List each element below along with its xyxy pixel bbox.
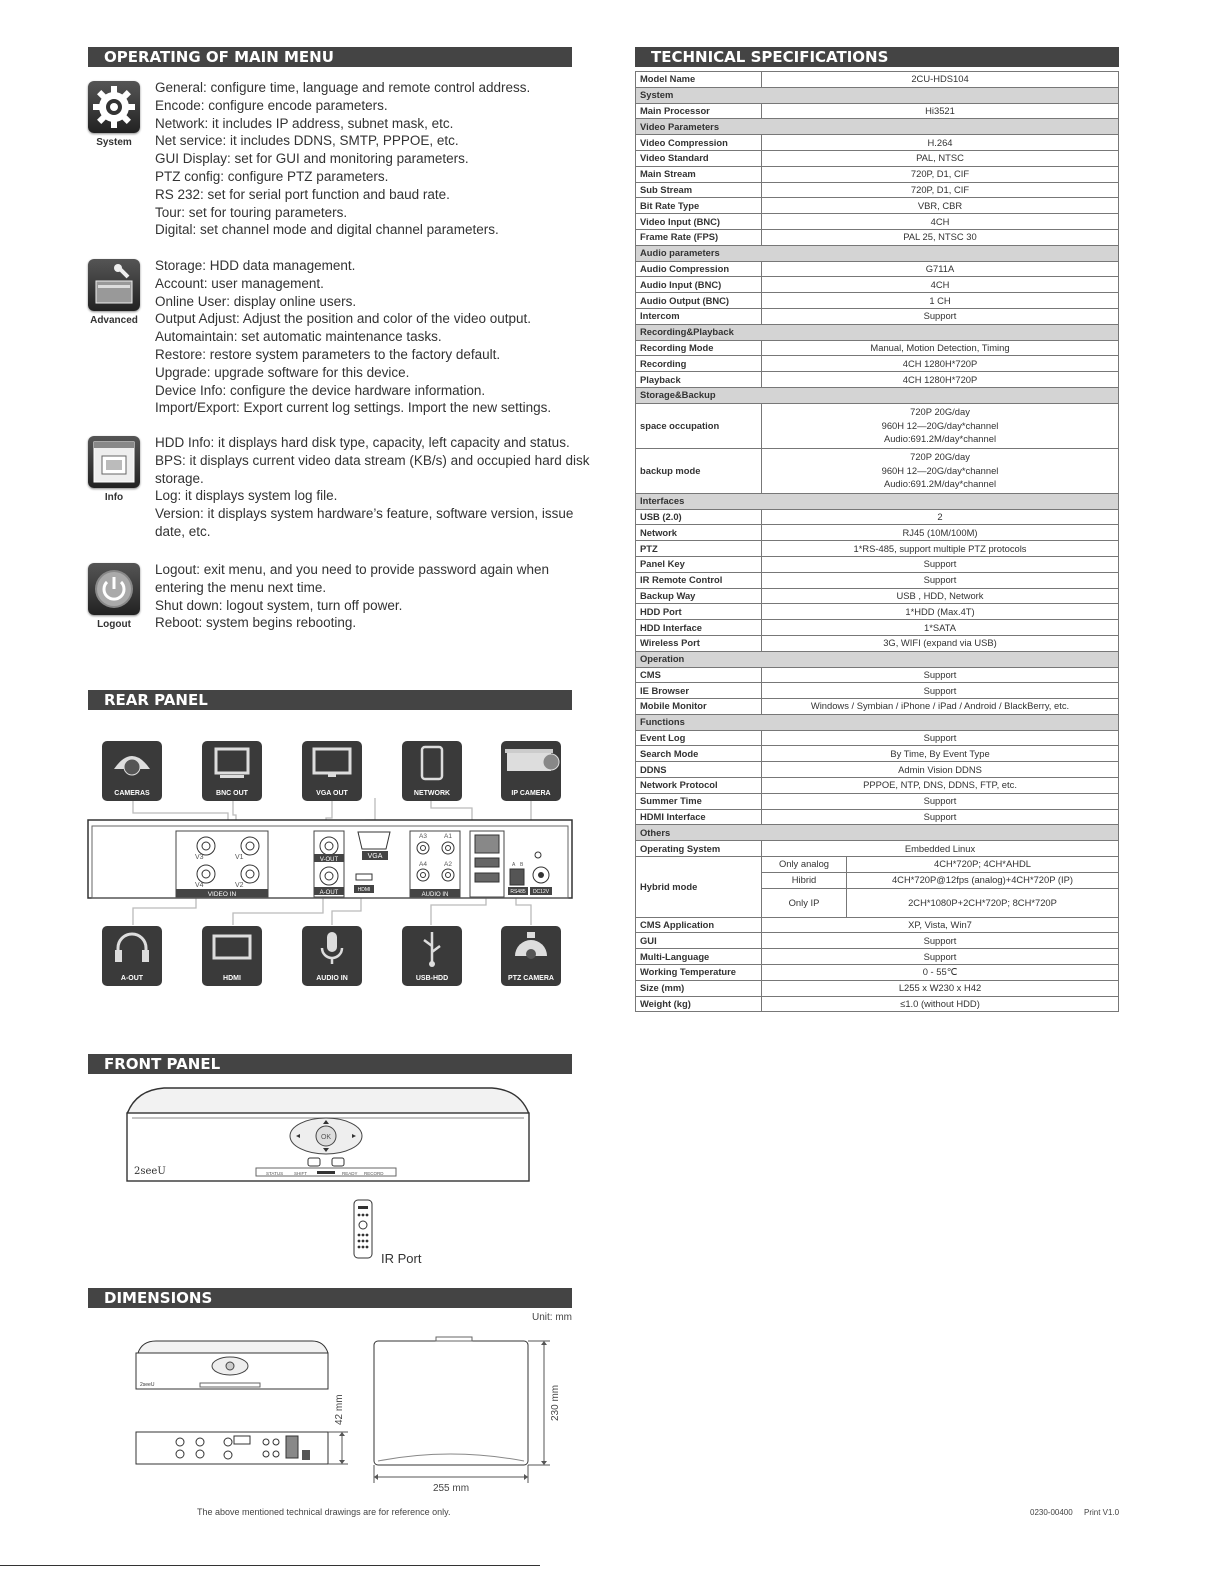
- led-ready: READY: [342, 1171, 358, 1176]
- hdmi-tile: [202, 926, 262, 986]
- smartphone-icon: [402, 741, 462, 790]
- tile-label: USB-HDD: [415, 975, 449, 982]
- spec-value: Support: [762, 683, 1119, 699]
- spec-value: RJ45 (10M/100M): [762, 525, 1119, 541]
- spec-row: [636, 340, 1119, 356]
- spec-key: Event Log: [636, 730, 762, 746]
- spec-value: 4CH*720P@12fps (analog)+4CH*720P (IP): [847, 872, 1119, 888]
- spec-table: [635, 71, 1119, 1012]
- spec-key: Wireless Port: [636, 635, 762, 651]
- front-panel-drawing: [124, 1086, 532, 1186]
- spec-row: [636, 541, 1119, 557]
- a4-label: A4: [419, 861, 427, 868]
- spec-value-line: 720P 20G/day: [910, 406, 970, 418]
- led-shift: SHIFT: [294, 1171, 307, 1176]
- spec-value: 3G, WIFI (expand via USB): [762, 635, 1119, 651]
- audio-in-tile: [302, 926, 362, 986]
- dimensions-header: DIMENSIONS: [88, 1288, 572, 1308]
- spec-key: Video Input (BNC): [636, 214, 762, 230]
- tile-label: CAMERAS: [114, 790, 150, 797]
- menu-line: GUI Display: set for GUI and monitoring parameters.: [155, 151, 469, 167]
- spec-value: 2: [762, 509, 1119, 525]
- spec-value: 720P, D1, CIF: [762, 166, 1119, 182]
- spec-row: [636, 917, 1119, 933]
- spec-group-row: [636, 324, 1119, 340]
- led-status: STATUS: [266, 1171, 284, 1176]
- spec-row: [636, 699, 1119, 715]
- spec-key: Weight (kg): [636, 996, 762, 1012]
- spec-value: 4CH: [762, 214, 1119, 230]
- spec-row: [636, 746, 1119, 762]
- menu-line: HDD Info: it displays hard disk type, capacity, left capacity and status.: [155, 435, 570, 450]
- menu-line: Storage: HDD data management.: [155, 258, 356, 273]
- menu-line: BPS: it displays current video data stream (KB/s) and occupied hard disk: [155, 452, 590, 468]
- spec-value: 720P, D1, CIF: [762, 182, 1119, 198]
- spec-group-row: [636, 119, 1119, 135]
- spec-value: Support: [762, 949, 1119, 965]
- spec-group-label: Video Parameters: [636, 119, 1119, 135]
- menu-line: Net service: it includes DDNS, SMTP, PPPOE, etc.: [155, 133, 459, 149]
- spec-row: [636, 620, 1119, 636]
- menu-line: Log: it displays system log file.: [155, 488, 338, 504]
- spec-row: [636, 730, 1119, 746]
- spec-row: [636, 150, 1119, 166]
- print-version: Print V1.0: [1084, 1508, 1120, 1517]
- dc-label: DC12V: [532, 889, 550, 895]
- spec-key: Model Name: [636, 72, 762, 88]
- spec-value: [762, 448, 1119, 493]
- menu-line: General: configure time, language and remote control address.: [155, 80, 531, 95]
- bottom-rule: [0, 1565, 540, 1566]
- spec-row: [636, 667, 1119, 683]
- spec-key: Network: [636, 525, 762, 541]
- menu-line: storage.: [155, 470, 204, 486]
- bullet-camera-icon: [501, 741, 561, 790]
- spec-group-row: [636, 651, 1119, 667]
- menu-line: Restore: restore system parameters to the factory default.: [155, 346, 501, 362]
- v3-label: V3: [195, 854, 204, 861]
- network-tile: [402, 741, 462, 801]
- toolbox-icon: [88, 259, 140, 311]
- spec-row: [636, 72, 1119, 88]
- spec-key: Panel Key: [636, 556, 762, 572]
- tile-label: HDMI: [223, 975, 241, 982]
- spec-value: 2CU-HDS104: [762, 72, 1119, 88]
- vga-label: VGA: [367, 853, 383, 860]
- ir-port-label: IR Port: [381, 1251, 422, 1266]
- spec-row: [636, 588, 1119, 604]
- spec-key: Audio Input (BNC): [636, 277, 762, 293]
- menu-icon-label: System: [96, 137, 132, 148]
- hdmi-port-label: HDMI: [357, 887, 371, 893]
- a-label: A: [512, 862, 516, 868]
- gear-icon: [88, 81, 140, 133]
- spec-value: L255 x W230 x H42: [762, 980, 1119, 996]
- spec-key: Video Compression: [636, 135, 762, 151]
- spec-value: 4CH 1280H*720P: [762, 356, 1119, 372]
- front-panel-header: FRONT PANEL: [88, 1054, 572, 1074]
- front-brand: 2seeU: [134, 1166, 166, 1177]
- spec-value-line: 960H 12—20G/day*channel: [881, 464, 999, 476]
- spec-key: Recording Mode: [636, 340, 762, 356]
- spec-group-row: [636, 714, 1119, 730]
- a3-label: A3: [419, 833, 427, 840]
- spec-key: Hybrid mode: [636, 857, 762, 918]
- menu-line: entering the menu next time.: [155, 579, 327, 595]
- spec-value: USB , HDD, Network: [762, 588, 1119, 604]
- menu-line: Upgrade: upgrade software for this device.: [155, 364, 410, 380]
- spec-key: Audio Output (BNC): [636, 293, 762, 309]
- menu-line: Shut down: logout system, turn off power.: [155, 597, 403, 613]
- menu-line: RS 232: set for serial port function and baud rate.: [155, 186, 450, 202]
- menu-line: Tour: set for touring parameters.: [155, 204, 348, 220]
- spec-value: Support: [762, 809, 1119, 825]
- spec-group-row: [636, 387, 1119, 403]
- tile-label: NETWORK: [413, 790, 451, 797]
- dimension-drawings: [130, 1335, 590, 1495]
- vout-label: V-OUT: [319, 857, 339, 863]
- spec-key: Audio Compression: [636, 261, 762, 277]
- v1-label: V1: [235, 854, 244, 861]
- spec-row: [636, 372, 1119, 388]
- tile-label: A-OUT: [120, 975, 144, 982]
- spec-row: [636, 841, 1119, 857]
- spec-value: PAL 25, NTSC 30: [762, 229, 1119, 245]
- dim-brand: 2seeU: [140, 1382, 155, 1388]
- spec-row: [636, 229, 1119, 245]
- spec-value: G711A: [762, 261, 1119, 277]
- spec-key: Size (mm): [636, 980, 762, 996]
- spec-key: HDD Interface: [636, 620, 762, 636]
- hybrid-mode-name: Only IP: [762, 888, 847, 917]
- spec-row: [636, 965, 1119, 981]
- monitor-icon: [302, 741, 362, 790]
- spec-row: [636, 509, 1119, 525]
- spec-value: XP, Vista, Win7: [762, 917, 1119, 933]
- spec-value: 4CH: [762, 277, 1119, 293]
- spec-value: H.264: [762, 135, 1119, 151]
- ptz-camera-tile: [501, 926, 561, 986]
- vga-out-tile: [302, 741, 362, 801]
- spec-group-row: [636, 87, 1119, 103]
- usb-hdd-tile: [402, 926, 462, 986]
- spec-value: 1*SATA: [762, 620, 1119, 636]
- spec-value-line: Audio:691.2M/day*channel: [883, 478, 997, 490]
- spec-row: [636, 448, 1119, 493]
- spec-value: VBR, CBR: [762, 198, 1119, 214]
- audio-in-label: AUDIO IN: [421, 892, 449, 898]
- spec-group-row: [636, 245, 1119, 261]
- spec-group-row: [636, 825, 1119, 841]
- menu-section-header: OPERATING OF MAIN MENU: [88, 47, 572, 67]
- spec-value: Support: [762, 793, 1119, 809]
- spec-value: Manual, Motion Detection, Timing: [762, 340, 1119, 356]
- spec-key: Operating System: [636, 841, 762, 857]
- menu-line: Reboot: system begins rebooting.: [155, 615, 357, 631]
- spec-key: Sub Stream: [636, 182, 762, 198]
- spec-value: Admin Vision DDNS: [762, 762, 1119, 778]
- a1-label: A1: [444, 833, 452, 840]
- menu-icon-label: Info: [104, 492, 124, 503]
- spec-row: [636, 103, 1119, 119]
- spec-key: IR Remote Control: [636, 572, 762, 588]
- aout-label: A-OUT: [319, 890, 339, 896]
- spec-value: Support: [762, 556, 1119, 572]
- hybrid-mode-name: Hibrid: [762, 872, 847, 888]
- led-record: RECORD: [364, 1171, 384, 1176]
- v2-label: V2: [235, 882, 244, 889]
- spec-row: [636, 293, 1119, 309]
- spec-value: ≤1.0 (without HDD): [762, 996, 1119, 1012]
- spec-value: 1*HDD (Max.4T): [762, 604, 1119, 620]
- menu-line: Output Adjust: Adjust the position and color of the video output.: [155, 311, 532, 327]
- spec-key: HDMI Interface: [636, 809, 762, 825]
- spec-row: [636, 762, 1119, 778]
- spec-key: Bit Rate Type: [636, 198, 762, 214]
- spec-key: PTZ: [636, 541, 762, 557]
- tile-label: IP CAMERA: [511, 790, 551, 797]
- tile-label: PTZ CAMERA: [508, 975, 554, 982]
- spec-key: Playback: [636, 372, 762, 388]
- spec-key: Main Processor: [636, 103, 762, 119]
- spec-value: 1*RS-485, support multiple PTZ protocols: [762, 541, 1119, 557]
- drawer-icon: [88, 436, 140, 488]
- spec-group-label: Storage&Backup: [636, 387, 1119, 403]
- menu-description: [155, 434, 589, 541]
- v4-label: V4: [195, 882, 204, 889]
- spec-row: [636, 980, 1119, 996]
- ptz-camera-icon: [501, 926, 561, 975]
- spec-value: Embedded Linux: [762, 841, 1119, 857]
- document-code: 0230-00400: [1030, 1508, 1073, 1517]
- ok-label: OK: [320, 1134, 332, 1141]
- spec-value-line: 960H 12—20G/day*channel: [881, 419, 999, 431]
- spec-value: 4CH 1280H*720P: [762, 372, 1119, 388]
- reference-note: The above mentioned technical drawings are for reference only.: [197, 1507, 451, 1517]
- dome-camera-icon: [102, 741, 162, 790]
- spec-value: Hi3521: [762, 103, 1119, 119]
- menu-line: Automaintain: set automatic maintenance tasks.: [155, 329, 442, 345]
- tile-label: BNC OUT: [216, 790, 248, 797]
- spec-key: HDD Port: [636, 604, 762, 620]
- spec-value: PPPOE, NTP, DNS, DDNS, FTP, etc.: [762, 778, 1119, 794]
- tv-icon: [202, 926, 262, 975]
- spec-row: [636, 793, 1119, 809]
- spec-value: 4CH*720P; 4CH*AHDL: [847, 857, 1119, 873]
- spec-value: 2CH*1080P+2CH*720P; 8CH*720P: [847, 888, 1119, 917]
- spec-row: [636, 604, 1119, 620]
- power-icon: [88, 563, 140, 615]
- spec-row: [636, 308, 1119, 324]
- b-label: B: [520, 862, 524, 868]
- spec-value: 0 - 55℃: [762, 965, 1119, 981]
- spec-key: Video Standard: [636, 150, 762, 166]
- menu-description: [155, 79, 530, 239]
- spec-key: CMS Application: [636, 917, 762, 933]
- spec-key: Search Mode: [636, 746, 762, 762]
- spec-value: 1 CH: [762, 293, 1119, 309]
- spec-value: Support: [762, 308, 1119, 324]
- spec-row: [636, 277, 1119, 293]
- microphone-icon: [302, 926, 362, 975]
- depth-dimension: 230 mm: [550, 1384, 561, 1421]
- spec-key: space occupation: [636, 403, 762, 448]
- spec-row: [636, 261, 1119, 277]
- spec-key: GUI: [636, 933, 762, 949]
- menu-line: Version: it displays system hardware’s feature, software version, issue: [155, 506, 574, 522]
- menu-line: PTZ config: configure PTZ parameters.: [155, 168, 389, 184]
- spec-key: Frame Rate (FPS): [636, 229, 762, 245]
- spec-key: Network Protocol: [636, 778, 762, 794]
- spec-key: DDNS: [636, 762, 762, 778]
- hybrid-mode-name: Only analog: [762, 857, 847, 873]
- spec-row: [636, 683, 1119, 699]
- spec-section-header: TECHNICAL SPECIFICATIONS: [635, 47, 1119, 67]
- menu-description: [155, 257, 551, 417]
- headphones-icon: [102, 926, 162, 975]
- spec-key: Main Stream: [636, 166, 762, 182]
- menu-description: [155, 561, 549, 632]
- rs485-label: RS485: [510, 889, 526, 895]
- spec-key: USB (2.0): [636, 509, 762, 525]
- spec-row: [636, 857, 1119, 873]
- spec-key: Mobile Monitor: [636, 699, 762, 715]
- menu-line: Import/Export: Export current log settings. Import the new settings.: [155, 400, 552, 416]
- spec-value: Support: [762, 933, 1119, 949]
- spec-row: [636, 996, 1119, 1012]
- spec-row: [636, 933, 1119, 949]
- spec-group-label: Interfaces: [636, 493, 1119, 509]
- spec-key: CMS: [636, 667, 762, 683]
- spec-row: [636, 356, 1119, 372]
- spec-key: Recording: [636, 356, 762, 372]
- spec-value: Support: [762, 667, 1119, 683]
- spec-key: Multi-Language: [636, 949, 762, 965]
- spec-group-label: Operation: [636, 651, 1119, 667]
- menu-line: Logout: exit menu, and you need to provide password again when: [155, 562, 550, 577]
- cameras-tile: [102, 741, 162, 801]
- spec-value-line: Audio:691.2M/day*channel: [883, 433, 997, 445]
- spec-key: Working Temperature: [636, 965, 762, 981]
- spec-row: [636, 556, 1119, 572]
- ip-camera-tile: [501, 741, 561, 801]
- spec-group-label: System: [636, 87, 1119, 103]
- bnc-out-tile: [202, 741, 262, 801]
- usb-icon: [402, 926, 462, 975]
- spec-value: [762, 403, 1119, 448]
- spec-group-label: Others: [636, 825, 1119, 841]
- spec-group-label: Recording&Playback: [636, 324, 1119, 340]
- spec-key: IE Browser: [636, 683, 762, 699]
- height-dimension: 42 mm: [334, 1394, 345, 1425]
- spec-value: Windows / Symbian / iPhone / iPad / Android / BlackBerry, etc.: [762, 699, 1119, 715]
- tile-label: AUDIO IN: [316, 975, 348, 982]
- a2-label: A2: [444, 861, 452, 868]
- remote-control-icon: [352, 1198, 376, 1262]
- spec-row: [636, 214, 1119, 230]
- spec-row: [636, 403, 1119, 448]
- spec-group-label: Audio parameters: [636, 245, 1119, 261]
- width-dimension: 255 mm: [432, 1483, 470, 1494]
- spec-value: PAL, NTSC: [762, 150, 1119, 166]
- menu-line: Encode: configure encode parameters.: [155, 97, 388, 113]
- spec-row: [636, 778, 1119, 794]
- menu-line: Device Info: configure the device hardware information.: [155, 382, 486, 398]
- spec-row: [636, 525, 1119, 541]
- spec-value: Support: [762, 730, 1119, 746]
- menu-line: date, etc.: [155, 523, 211, 539]
- spec-key: Intercom: [636, 308, 762, 324]
- spec-value: By Time, By Event Type: [762, 746, 1119, 762]
- menu-line: Account: user management.: [155, 275, 324, 291]
- spec-row: [636, 809, 1119, 825]
- menu-icon-label: Logout: [97, 619, 131, 630]
- spec-value-line: 720P 20G/day: [910, 451, 970, 463]
- spec-key: backup mode: [636, 448, 762, 493]
- spec-group-label: Functions: [636, 714, 1119, 730]
- unit-label: Unit: mm: [532, 1312, 572, 1323]
- audio-out-tile: [102, 926, 162, 986]
- spec-row: [636, 949, 1119, 965]
- spec-row: [636, 572, 1119, 588]
- menu-icon-label: Advanced: [90, 315, 138, 326]
- spec-group-row: [636, 493, 1119, 509]
- spec-key: Backup Way: [636, 588, 762, 604]
- rear-panel-header: REAR PANEL: [88, 690, 572, 710]
- monitor-icon: [202, 741, 262, 790]
- video-in-label: VIDEO IN: [207, 891, 237, 898]
- tile-label: VGA OUT: [316, 790, 348, 797]
- spec-row: [636, 182, 1119, 198]
- menu-line: Digital: set channel mode and digital channel parameters.: [155, 222, 499, 238]
- spec-key: Summer Time: [636, 793, 762, 809]
- spec-row: [636, 635, 1119, 651]
- spec-row: [636, 135, 1119, 151]
- menu-line: Network: it includes IP address, subnet mask, etc.: [155, 115, 454, 131]
- spec-row: [636, 166, 1119, 182]
- spec-row: [636, 198, 1119, 214]
- menu-line: Online User: display online users.: [155, 293, 357, 309]
- spec-value: Support: [762, 572, 1119, 588]
